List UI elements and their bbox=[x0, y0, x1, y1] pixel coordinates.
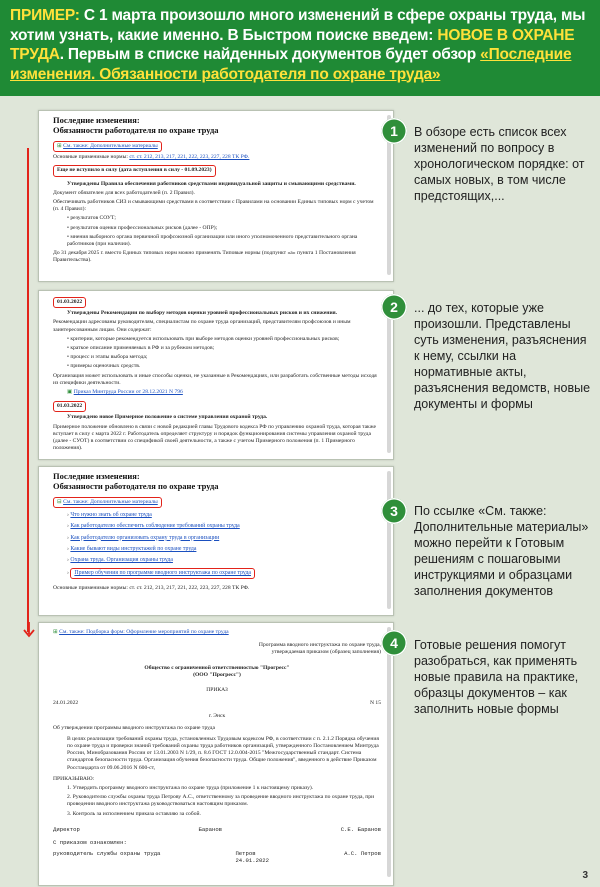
doc-title-line1: Последние изменения: bbox=[53, 471, 140, 481]
doc-line: Документ обязателен для всех работодателей (п. 2 Правил). bbox=[53, 189, 195, 196]
scrollbar[interactable] bbox=[387, 627, 391, 877]
step-badge-3: 3 bbox=[381, 498, 407, 524]
not-in-force-badge: Еще не вступило в силу (дата вступления в силу - 01.09.2023) bbox=[53, 165, 216, 176]
norms-line: Основные применимые нормы: ст. ст. 212, 213, 217, 221, 222, 223, 227, 228 ТК РФ. bbox=[53, 585, 250, 592]
list-item: • мнения выборного органа первичной профсоюзной организации или иного уполномоченного представительного органа работников (при наличии). bbox=[53, 234, 381, 248]
header-text bbox=[10, 6, 590, 84]
related-link[interactable]: Что нужно знать об охране труда bbox=[70, 512, 152, 519]
acquaint-role: руководитель службы охраны труда bbox=[53, 850, 161, 858]
doc-date: 24.01.2022 bbox=[53, 700, 79, 707]
header-text-part1: С 1 марта произошло много изменений в сфере охраны труда, мы хотим узнать, какие именно. В Быстром поиске введем: bbox=[10, 7, 586, 44]
signature-sign: Баранов bbox=[198, 825, 223, 833]
change-para: Организация может использовать и иные способы оценки, не указанные в Рекомендациях, или разработать собственные методы исходя из специфики деятельности. bbox=[53, 372, 377, 386]
screenshot-panel-1 bbox=[38, 110, 394, 282]
acquaint-sign: Петров bbox=[235, 850, 256, 858]
doc-number: N 15 bbox=[369, 700, 381, 707]
change-date-badge: 01.03.2022 bbox=[53, 401, 86, 412]
change-para-2: До 31 декабря 2025 г. вместо Единых типовых норм можно применять Типовые нормы (подпункт «а» пункта 1 Постановления Правительства). bbox=[53, 250, 356, 264]
doc-city: г. Энск bbox=[208, 713, 226, 720]
step-badge-4: 4 bbox=[381, 630, 407, 656]
related-link[interactable]: Как работодателю обеспечить соблюдение требований охраны труда bbox=[70, 523, 240, 530]
plus-icon: ⊞ bbox=[57, 143, 64, 149]
change-title: Утверждены Правила обеспечения работников средствами индивидуальной защиты и смывающими средствами. bbox=[67, 180, 356, 187]
scrollbar[interactable] bbox=[387, 471, 391, 609]
connector-arrow-icon bbox=[23, 622, 35, 638]
acquaint-label: С приказом ознакомлен: bbox=[53, 839, 127, 847]
norms-refs[interactable]: ст. ст. 212, 213, 217, 221, 222, 223, 227, 228 ТК РФ. bbox=[129, 154, 250, 161]
signature-role: Директор bbox=[53, 825, 80, 833]
company-name: Общество с ограниченной ответственностью "Прогресс" bbox=[144, 664, 290, 671]
step-text-2: ... до тех, которые уже произошли. Представлены суть изменения, разъяснения к нему, ссылки на нормативные акты, разъяснения ведомств, новые документы и формы bbox=[414, 301, 591, 411]
plus-icon: ⊞ bbox=[53, 629, 60, 635]
header-prefix: ПРИМЕР: bbox=[10, 7, 80, 24]
header-query: НОВОЕ В ОХРАНЕ ТРУДА bbox=[10, 26, 575, 63]
list-item: • процесс и этапы выбора метода; bbox=[53, 354, 381, 361]
doc-item: 1. Утвердить программу вводного инструктажа по охране труда (приложение 1 к настоящему приказу). bbox=[67, 785, 314, 792]
doc-item: 3. Контроль за исполнением приказа оставляю за собой. bbox=[67, 810, 201, 817]
header-review-link[interactable]: «Последние изменения. Обязанности работодателя по охране труда» bbox=[10, 46, 572, 83]
doc-title-line2: Обязанности работодателя по охране труда bbox=[53, 481, 219, 491]
doc-subject: Об утверждении программы вводного инструктажа по охране труда bbox=[53, 724, 215, 731]
see-also-link[interactable]: См. также: Подборка форм: Оформление мероприятий по охране труда bbox=[59, 629, 229, 635]
doc-type: ПРИКАЗ bbox=[206, 687, 228, 694]
screenshot-panel-4 bbox=[38, 622, 394, 886]
change-para: Рекомендации адресованы руководителям, специалистам по охране труда организаций, представителям профсоюзов и иным заинтересованным лицам. Они содержат: bbox=[53, 319, 351, 333]
header-text-part2: . Первым в списке найденных документов будет обзор bbox=[59, 46, 481, 63]
acquaint-name: А.С. Петров bbox=[344, 850, 381, 858]
change-date-badge: 01.03.2022 bbox=[53, 297, 86, 308]
related-link[interactable]: Как работодателю организовать охрану труда в организации bbox=[70, 534, 220, 541]
list-item: • результатов СОУТ; bbox=[53, 215, 381, 222]
step-text-3: По ссылке «См. также: Дополнительные материалы» можно перейти к Готовым решениям с пошаговыми инструкциями и образцами заполнения документов bbox=[414, 504, 589, 598]
change-title: Утверждены Рекомендации по выбору методов оценки уровней профессиональных рисков и их снижения. bbox=[67, 310, 338, 317]
doc-title-line1: Последние изменения: bbox=[53, 115, 140, 125]
step-text-1: В обзоре есть список всех изменений по вопросу в хронологическом порядке: от самых новых, в том числе предстоящих,... bbox=[414, 125, 585, 203]
list-item: • краткое описание применяемых в РФ и за рубежом методов; bbox=[53, 345, 381, 352]
minus-icon: ⊟ bbox=[57, 499, 64, 505]
change-para-1: Обеспечивать работников СИЗ и смывающими средствами в соответствии с Правилами на основании Единых типовых норм с учетом (п. 4 Правил): bbox=[53, 199, 374, 213]
step-text-4: Готовые решения помогут разобраться, как применять новые правила на практике, образцы документов – как заполнить новые формы bbox=[414, 638, 579, 716]
list-item: • результатов оценки профессиональных рисков (далее - ОПР); bbox=[53, 225, 381, 232]
step-badge-1: 1 bbox=[381, 118, 407, 144]
related-link[interactable]: Охрана труда. Организация охраны труда bbox=[70, 557, 173, 564]
header-banner bbox=[0, 0, 600, 96]
doc-title-line2: Обязанности работодателя по охране труда bbox=[53, 125, 219, 135]
program-note: Программа вводного инструктажа по охране труда, утверждаемая приказом (образец заполнения) bbox=[258, 642, 381, 656]
doc-item: 2. Руководителю службы охраны труда Петрову А.С., ответственному за проведение вводного инструктажа по охране труда, при проведении вводного инструктажа руководствоваться настоящим приказом. bbox=[67, 794, 375, 808]
doc-order: ПРИКАЗЫВАЮ: bbox=[53, 775, 95, 782]
signature-name: С.Е. Баранов bbox=[340, 825, 381, 833]
connector-line bbox=[27, 148, 29, 632]
acquaint-date: 24.01.2022 bbox=[235, 857, 270, 865]
list-item: • примеры оценочных средств. bbox=[53, 363, 381, 370]
see-also-link[interactable]: См. также: Дополнительные материалы bbox=[63, 143, 158, 149]
doc-body: В целях реализации требований охраны труда, установленных Трудовым кодексом РФ, в соответствии с п. 2.1.2 Порядка обучения по охране труда и проверки знаний требований охраны труда работников организаций, утвержденного Постановлением Минтруда России, Минобразования России от 13.01.2003 N 1/29, п. 8.6 ГОСТ 12.0.004-2015 "Межгосударственный стандарт. Система стандартов безопасности труда. Организация обучения безопасности труда. Общие положения", введенного в действие Приказом Росстандарта от 09.06.2016 N 600-ст, bbox=[67, 735, 379, 771]
see-also-link[interactable]: См. также: Дополнительные материалы bbox=[63, 499, 158, 505]
change-para: Примерное положение обновлено в связи с новой редакцией главы Трудового кодекса РФ по управлению охраной труда, которая также вступает в силу с марта 2022 г. Работодатель определяет структуру и порядок функционирования системы управления охраной труда (далее - СУОТ) в соответствии со спецификой своей деятельности, а также с учетом Примерного положения (п. 1 Примерного положения). bbox=[53, 423, 377, 452]
change-title: Утверждено новое Примерное положение о системе управления охраной труда. bbox=[67, 414, 268, 421]
step-badge-2: 2 bbox=[381, 294, 407, 320]
page-number: 3 bbox=[582, 870, 588, 881]
order-link[interactable]: Приказ Минтруда России от 28.12.2021 N 796 bbox=[73, 389, 183, 396]
related-link-highlighted[interactable]: Пример обучения по программе вводного инструктажа по охране труда bbox=[74, 570, 251, 577]
norms-label: Основные применимые нормы: bbox=[53, 154, 128, 161]
screenshot-panel-2 bbox=[38, 290, 394, 460]
list-item: • критерии, которые рекомендуется использовать при выборе методов оценки уровней профессиональных рисков; bbox=[53, 336, 381, 343]
related-link[interactable]: Какие бывают виды инструктажей по охране труда bbox=[70, 545, 197, 552]
screenshot-panel-3 bbox=[38, 466, 394, 616]
company-short: (ООО "Прогресс") bbox=[193, 671, 241, 678]
doc-icon: ▣ bbox=[67, 389, 74, 396]
